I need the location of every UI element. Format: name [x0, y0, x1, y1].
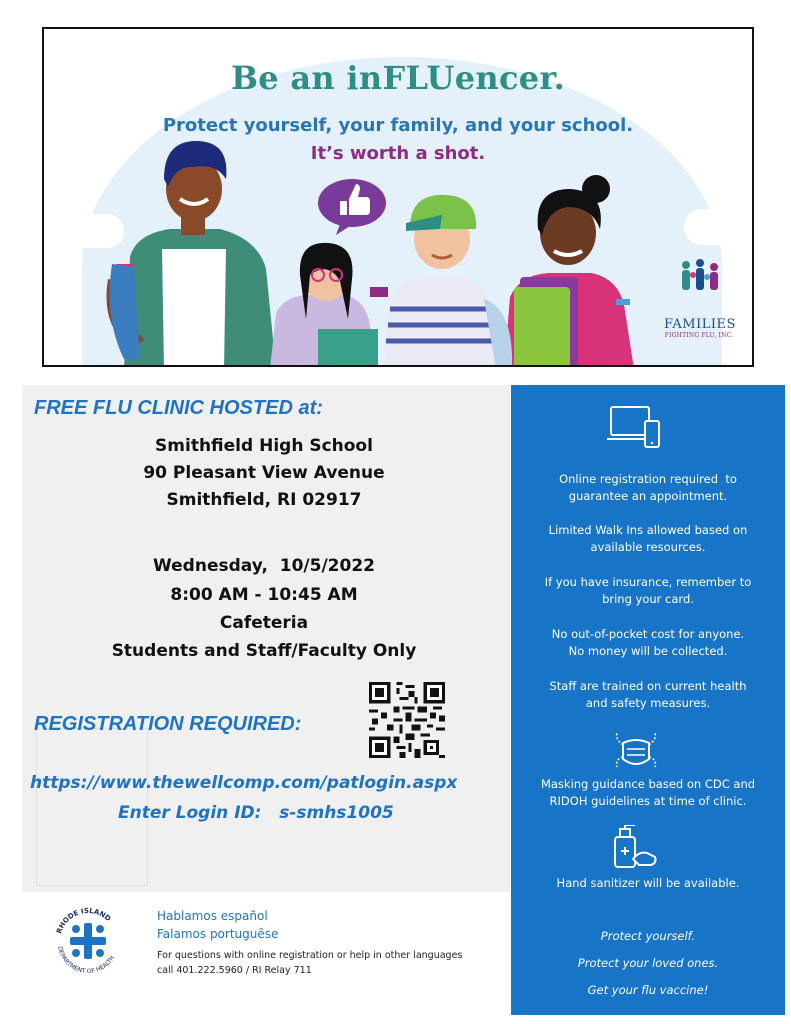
contact-help-text: For questions with online registration or help in other languages — [157, 950, 463, 961]
svg-text:DEPARTMENT OF HEALTH: DEPARTMENT OF HEALTH — [56, 945, 117, 976]
info-text: available resources. — [590, 540, 706, 554]
clinic-details-panel — [22, 385, 510, 892]
info-text: If you have insurance, remember to — [544, 575, 752, 589]
street-address: 90 Pleasant View Avenue — [143, 463, 385, 483]
school-name: Smithfield High School — [155, 436, 373, 456]
hand-sanitizer-icon — [609, 825, 659, 871]
info-text: guarantee an appointment. — [568, 489, 728, 503]
students-illustration — [44, 29, 754, 367]
flu-banner — [42, 27, 754, 367]
families-fighting-flu-logo-mark — [682, 259, 718, 290]
registration-heading: REGISTRATION REQUIRED: — [34, 713, 302, 735]
clinic-date: Wednesday, 10/5/2022 — [153, 556, 375, 576]
city-state-zip: Smithfield, RI 02917 — [166, 490, 362, 510]
laptop-phone-icon — [607, 403, 665, 453]
info-item — [521, 678, 775, 712]
banner-subtitle: Protect yourself, your family, and your school. — [162, 115, 634, 136]
info-item — [521, 776, 775, 810]
closing-line-3: Get your flu vaccine! — [587, 983, 709, 997]
banner-tagline: It’s worth a shot. — [310, 143, 486, 164]
info-text: RIDOH guidelines at time of clinic. — [549, 794, 747, 808]
info-panel — [511, 385, 785, 1015]
info-item — [521, 574, 775, 608]
registration-url[interactable]: https://www.thewellcomp.com/patlogin.aspx — [30, 773, 458, 793]
student-figure — [270, 243, 378, 367]
contact-phone: call 401.222.5960 / RI Relay 711 — [157, 965, 312, 976]
logo-subtitle: FIGHTING FLU, INC. — [664, 332, 734, 339]
families-fighting-flu-logo — [664, 317, 734, 339]
student-figure — [370, 195, 500, 367]
svg-text:RHODE ISLAND: RHODE ISLAND — [55, 906, 113, 935]
clinic-location: Cafeteria — [219, 613, 309, 633]
info-text: No money will be collected. — [568, 644, 728, 658]
info-text: Hand sanitizer will be available. — [556, 876, 740, 890]
banner-title: Be an inFLUencer. — [230, 59, 566, 97]
info-item — [521, 626, 775, 660]
student-figure — [504, 175, 634, 367]
info-text: and safety measures. — [585, 696, 711, 710]
info-text: bring your card. — [602, 592, 694, 606]
info-text: No out-of-pocket cost for anyone. — [551, 627, 745, 641]
clinic-eligibility: Students and Staff/Faculty Only — [111, 641, 417, 661]
info-item — [521, 471, 775, 505]
clinic-time: 8:00 AM - 10:45 AM — [170, 585, 358, 605]
thumbs-up-icon — [318, 179, 386, 235]
ri-department-of-health-logo — [50, 903, 126, 979]
info-text: Limited Walk Ins allowed based on — [548, 523, 748, 537]
closing-line-2: Protect your loved ones. — [577, 956, 719, 970]
closing-line-1: Protect yourself. — [600, 929, 696, 943]
qr-code-icon[interactable] — [369, 682, 445, 758]
face-mask-icon — [613, 729, 659, 775]
portuguese-note: Falamos portuguêse — [157, 927, 279, 941]
info-item — [521, 875, 775, 892]
svg-text:RHODE ISLAND DEPARTMENT OF HEA: RHODE ISLAND DEPARTMENT OF HEALTH — [77, 975, 99, 976]
login-id: Enter Login ID: s-smhs1005 — [118, 803, 394, 823]
clinic-heading: FREE FLU CLINIC HOSTED at: — [34, 397, 323, 419]
spanish-note: Hablamos español — [157, 909, 268, 923]
info-text: Staff are trained on current health — [549, 679, 747, 693]
logo-name: FAMILIES — [664, 317, 736, 332]
info-text: Masking guidance based on CDC and — [540, 777, 756, 791]
info-item — [521, 522, 775, 556]
info-text: Online registration required to — [559, 472, 737, 486]
